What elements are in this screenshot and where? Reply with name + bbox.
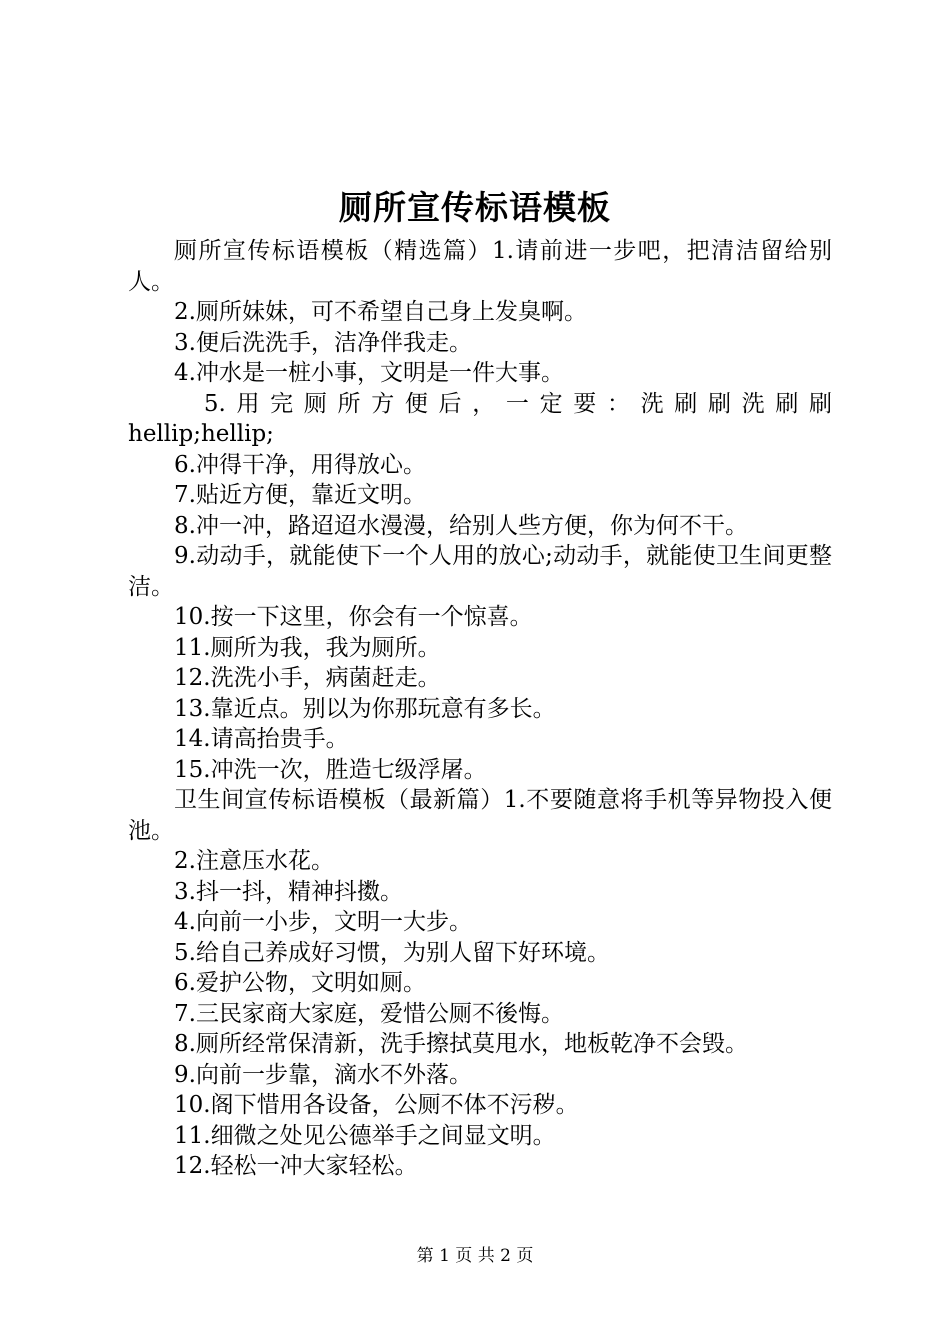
slogan-item: 6.爱护公物，文明如厕。 <box>174 970 426 996</box>
slogan-item: 14.请高抬贵手。 <box>174 726 349 752</box>
slogan-item: 6.冲得干净，用得放心。 <box>174 451 426 478</box>
slogan-item: 13.靠近点。别以为你那玩意有多长。 <box>174 695 556 722</box>
section2-intro: 卫生间宣传标语模板（最新篇）1.不要随意将手机等异物投入便池。 <box>128 787 832 844</box>
section1-intro: 厕所宣传标语模板（精选篇）1.请前进一步吧，把清洁留给别人。 <box>128 238 832 295</box>
slogan-item: 12.轻松一冲大家轻松。 <box>174 1153 418 1179</box>
slogan-item: 10.阁下惜用各设备，公厕不体不污秽。 <box>174 1092 579 1118</box>
slogan-item: 5.给自己养成好习惯，为别人留下好环境。 <box>174 939 610 966</box>
slogan-item-5: 5.用完厕所方便后，一定要：洗刷刷洗刷刷 <box>203 390 832 417</box>
slogan-item: 2.注意压水花。 <box>174 848 334 874</box>
page-footer: 第 1 页 共 2 页 <box>416 1246 534 1266</box>
slogan-item: 15.冲洗一次，胜造七级浮屠。 <box>174 756 487 783</box>
document-title: 厕所宣传标语模板 <box>339 188 611 227</box>
slogan-item: 8.厕所经常保清新，洗手擦拭莫甩水，地板乾净不会毁。 <box>174 1031 748 1057</box>
slogan-item: 4.冲水是一桩小事，文明是一件大事。 <box>174 360 564 386</box>
slogan-item: 3.便后洗洗手，洁净伴我走。 <box>174 329 472 356</box>
slogan-item-5-continuation: hellip;hellip; <box>128 421 274 447</box>
slogan-item: 9.向前一步靠，滴水不外落。 <box>174 1061 472 1088</box>
slogan-item: 7.三民家商大家庭，爱惜公厕不後悔。 <box>174 1000 564 1027</box>
slogan-item: 8.冲一冲，路迢迢水漫漫，给别人些方便，你为何不干。 <box>174 512 748 539</box>
slogan-item: 2.厕所妹妹，可不希望自己身上发臭啊。 <box>174 299 587 325</box>
slogan-item: 4.向前一小步，文明一大步。 <box>174 909 472 935</box>
slogan-item: 11.细微之处见公德举手之间显文明。 <box>174 1122 556 1149</box>
slogan-item: 10.按一下这里，你会有一个惊喜。 <box>174 604 533 630</box>
slogan-item: 7.贴近方便，靠近文明。 <box>174 482 426 508</box>
slogan-item: 9.动动手，就能使下一个人用的放心;动动手，就能使卫生间更整洁。 <box>128 543 832 600</box>
slogan-item: 12.洗洗小手，病菌赶走。 <box>174 665 441 691</box>
slogan-item: 3.抖一抖，精神抖擞。 <box>174 878 403 905</box>
document-body <box>128 236 832 1182</box>
slogan-item: 11.厕所为我，我为厕所。 <box>174 634 441 661</box>
